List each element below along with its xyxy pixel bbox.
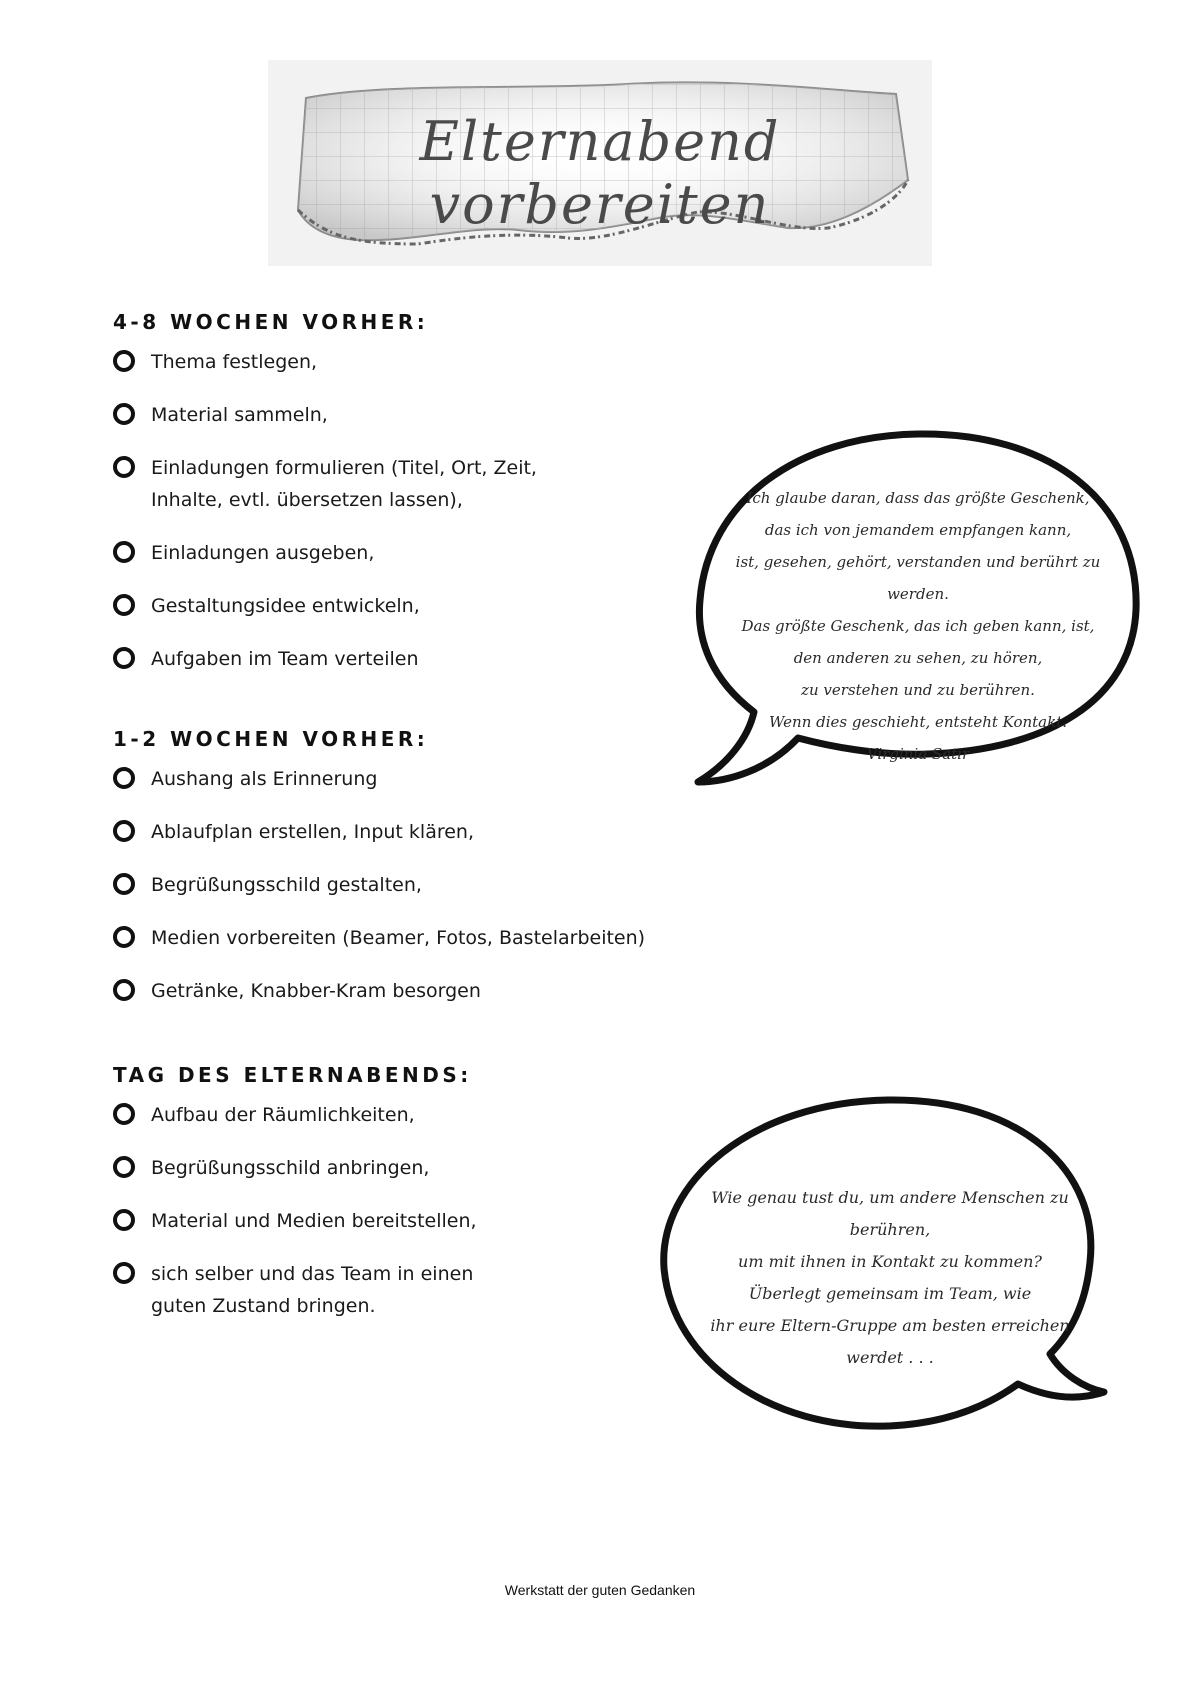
checklist-item-label: Begrüßungsschild gestalten,: [151, 874, 422, 896]
question-line: Wie genau tust du, um andere Menschen zu berühren,: [711, 1188, 1069, 1239]
checklist-item-label: Gestaltungsidee entwickeln,: [151, 595, 420, 617]
quote-line: ist, gesehen, gehört, verstanden und berührt zu werden.: [735, 553, 1101, 603]
page-title: Elternabend vorbereiten: [419, 110, 781, 236]
question-line: um mit ihnen in Kontakt zu kommen?: [738, 1252, 1042, 1271]
section-heading: 4-8 WOCHEN VORHER:: [113, 310, 429, 334]
quote-line: zu verstehen und zu berühren.: [801, 681, 1035, 699]
section-1-2-weeks: [113, 727, 673, 1028]
circle-checkbox-icon[interactable]: [113, 456, 135, 478]
checklist-item: [113, 1258, 533, 1322]
checklist-item: [113, 537, 673, 569]
checklist-item: [113, 922, 673, 954]
checklist-item-label: Aufgaben im Team verteilen: [151, 648, 419, 670]
speech-bubble-question: [652, 1092, 1124, 1442]
checklist-item-label: Medien vorbereiten (Beamer, Fotos, Bastelarbeiten): [151, 927, 646, 949]
checklist-item-label: Einladungen formulieren (Titel, Ort, Zeit, Inhalte, evtl. übersetzen lassen),: [151, 457, 537, 511]
checklist-item-label: sich selber und das Team in einen guten Zustand bringen.: [151, 1263, 474, 1317]
question-line: Überlegt gemeinsam im Team, wie: [748, 1284, 1032, 1303]
checklist-item: [113, 816, 673, 848]
circle-checkbox-icon[interactable]: [113, 350, 135, 372]
circle-checkbox-icon[interactable]: [113, 1103, 135, 1125]
checklist-item-label: Aushang als Erinnerung: [151, 768, 378, 790]
question-text: [680, 1182, 1100, 1374]
circle-checkbox-icon[interactable]: [113, 647, 135, 669]
checklist-item-label: Einladungen ausgeben,: [151, 542, 375, 564]
circle-checkbox-icon[interactable]: [113, 979, 135, 1001]
quote-text: [718, 482, 1118, 770]
circle-checkbox-icon[interactable]: [113, 1262, 135, 1284]
circle-checkbox-icon[interactable]: [113, 541, 135, 563]
quote-line: das ich von jemandem empfangen kann,: [764, 521, 1072, 539]
checklist-item: [113, 346, 673, 378]
footer-text: Werkstatt der guten Gedanken: [504, 1582, 696, 1598]
speech-bubble-quote: [688, 420, 1148, 800]
section-4-8-weeks: [113, 310, 673, 696]
circle-checkbox-icon[interactable]: [113, 1209, 135, 1231]
checklist-item: [113, 452, 553, 516]
checklist-item: [113, 869, 673, 901]
checklist-item: [113, 643, 673, 675]
checklist-item-label: Material sammeln,: [151, 404, 328, 426]
checklist-item: [113, 1099, 673, 1131]
circle-checkbox-icon[interactable]: [113, 403, 135, 425]
section-evening-day: [113, 1063, 673, 1343]
circle-checkbox-icon[interactable]: [113, 767, 135, 789]
question-line: ihr eure Eltern-Gruppe am besten erreichen werdet . . .: [710, 1316, 1070, 1367]
checklist-item: [113, 1152, 673, 1184]
circle-checkbox-icon[interactable]: [113, 926, 135, 948]
checklist-item-label: Begrüßungsschild anbringen,: [151, 1157, 430, 1179]
checklist-item: [113, 763, 673, 795]
quote-line: den anderen zu sehen, zu hören,: [793, 649, 1043, 667]
circle-checkbox-icon[interactable]: [113, 594, 135, 616]
title-banner: [268, 60, 932, 266]
quote-line: Wenn dies geschieht, entsteht Kontakt.: [768, 713, 1067, 731]
checklist-item-label: Ablaufplan erstellen, Input klären,: [151, 821, 475, 843]
quote-author: Virginia Satir: [866, 745, 970, 763]
checklist-item: [113, 1205, 673, 1237]
circle-checkbox-icon[interactable]: [113, 873, 135, 895]
quote-line: Das größte Geschenk, das ich geben kann, ist,: [741, 617, 1095, 635]
circle-checkbox-icon[interactable]: [113, 1156, 135, 1178]
checklist-item: [113, 399, 673, 431]
section-heading: 1-2 WOCHEN VORHER:: [113, 727, 429, 751]
checklist-item: [113, 975, 673, 1007]
checklist-item-label: Aufbau der Räumlichkeiten,: [151, 1104, 415, 1126]
checklist-item-label: Material und Medien bereitstellen,: [151, 1210, 477, 1232]
section-heading: TAG DES ELTERNABENDS:: [113, 1063, 472, 1087]
checklist-item-label: Getränke, Knabber-Kram besorgen: [151, 980, 481, 1002]
checklist-item: [113, 590, 673, 622]
circle-checkbox-icon[interactable]: [113, 820, 135, 842]
checklist-item-label: Thema festlegen,: [151, 351, 318, 373]
quote-line: Ich glaube daran, dass das größte Geschenk,: [746, 489, 1090, 507]
